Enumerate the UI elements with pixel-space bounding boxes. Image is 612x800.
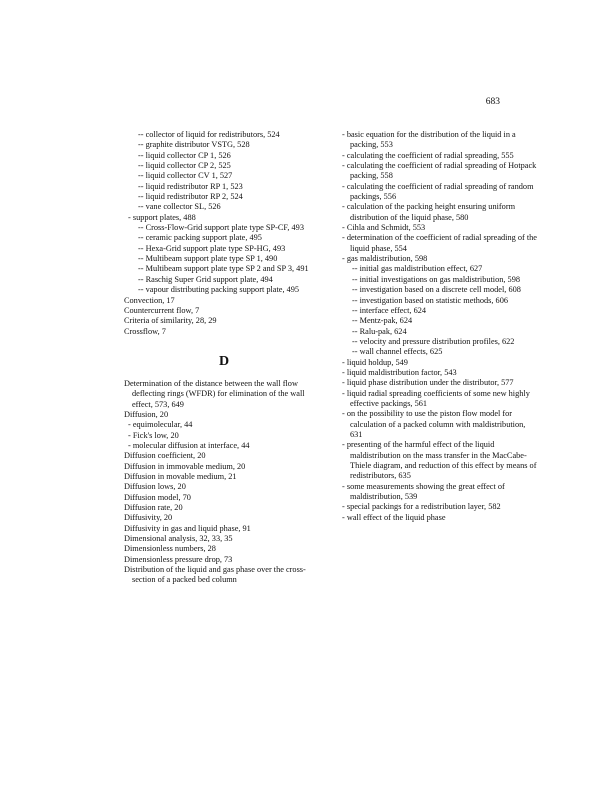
index-entry: Countercurrent flow, 7 [124, 305, 200, 315]
index-entry: - calculation of the packing height ensuring uniform distribution of the liquid phase, 580 [342, 202, 516, 222]
index-entry: Distribution of the liquid and gas phase over the cross-section of a packed bed column [124, 565, 306, 585]
index-entry: Criteria of similarity, 28, 29 [124, 316, 217, 326]
index-entry: Crossflow, 7 [124, 326, 166, 336]
index-entry: - wall effect of the liquid phase [342, 512, 446, 522]
index-entry: - presenting of the harmful effect of the liquid maldistribution on the mass transfer in the MacCabe-Thiele diagram, and reduction of this effect by means of redistributors, 635 [342, 440, 537, 481]
index-entry: - calculating the coefficient of radial spreading of random packings, 556 [342, 181, 534, 202]
index-entry: -- Cross-Flow-Grid support plate type SP-CF, 493 [138, 223, 304, 233]
index-entry: -- investigation based on statistic methods, 606 [352, 295, 509, 305]
index-entry: Dimensionless pressure drop, 73 [124, 554, 233, 564]
index-entry: -- liquid collector CP 2, 525 [138, 161, 231, 171]
index-entry: -- vane collector SL, 526 [138, 202, 221, 212]
index-entry: Diffusion model, 70 [124, 492, 191, 502]
index-entry: Diffusivity, 20 [124, 513, 173, 523]
index-entry: Determination of the distance between the wall flow deflecting rings (WFDR) for elimination of the wall effect, 573, 649 [124, 378, 305, 409]
index-entry: - special packings for a redistribution layer, 582 [342, 502, 501, 512]
index-column-left [124, 130, 324, 586]
index-entry: -- graphite distributor VSTG, 528 [138, 140, 250, 150]
index-entry: - molecular diffusion at interface, 44 [128, 440, 250, 450]
index-entry: -- ceramic packing support plate, 495 [138, 233, 262, 243]
index-entry: Diffusion, 20 [124, 409, 169, 419]
index-entry: -- initial gas maldistribution effect, 627 [352, 264, 483, 274]
index-entry: - liquid phase distribution under the distributor, 577 [342, 378, 514, 388]
index-entry: - determination of the coefficient of radial spreading of the liquid phase, 554 [342, 233, 537, 253]
index-entry: - liquid holdup, 549 [342, 357, 408, 367]
index-entry: - Fick's low, 20 [128, 430, 179, 440]
index-entry: -- liquid collector CP 1, 526 [138, 150, 231, 160]
page-number: 683 [485, 97, 500, 107]
index-entry: -- velocity and pressure distribution profiles, 622 [352, 336, 515, 346]
index-entry: -- initial investigations on gas maldistribution, 598 [352, 274, 520, 284]
index-entry: -- investigation based on a discrete cell model, 608 [352, 285, 521, 295]
index-entry: -- liquid collector CV 1, 527 [138, 171, 233, 181]
index-entry: Diffusion rate, 20 [124, 503, 183, 512]
index-entry: - basic equation for the distribution of the liquid in a packing, 553 [342, 130, 516, 150]
index-entry: -- interface effect, 624 [352, 305, 427, 315]
index-entry: Dimensionless numbers, 28 [124, 544, 216, 554]
index-entry: Diffusivity in gas and liquid phase, 91 [124, 523, 251, 533]
index-entry: -- Hexa-Grid support plate type SP-HG, 493 [138, 243, 286, 253]
index-entry: Diffusion coefficient, 20 [124, 451, 206, 461]
index-entry: Diffusion in immovable medium, 20 [124, 461, 246, 471]
index-entry: - support plates, 488 [128, 212, 196, 222]
index-entry: Diffusion lows, 20 [124, 482, 186, 492]
index-entry: -- Multibeam support plate type SP 2 and SP 3, 491 [138, 264, 309, 274]
index-entry: - calculating the coefficient of radial spreading, 555 [342, 150, 514, 160]
index-entry: - some measurements showing the great effect of maldistribution, 539 [342, 481, 505, 502]
index-entry: -- Mentz-pak, 624 [352, 316, 413, 326]
index-entry: -- vapour distributing packing support plate, 495 [138, 285, 300, 295]
index-entry: Convection, 17 [124, 295, 175, 305]
index-entry: - Cihla and Schmidt, 553 [342, 223, 426, 233]
section-letter: D [218, 353, 230, 369]
index-entry: - equimolecular, 44 [128, 420, 193, 430]
index-entry: -- Raschig Super Grid support plate, 494 [138, 274, 273, 284]
index-entry: Diffusion in movable medium, 21 [124, 471, 237, 481]
index-entry: - calculating the coefficient of radial spreading of Hotpack packing, 558 [342, 161, 537, 181]
index-column-right [338, 130, 538, 523]
index-entry: -- wall channel effects, 625 [352, 347, 443, 357]
index-entry: -- Ralu-pak, 624 [352, 326, 407, 336]
index-entry: - gas maldistribution, 598 [342, 254, 428, 264]
index-entry: Dimensional analysis, 32, 33, 35 [124, 534, 233, 544]
index-entry: -- liquid redistributor RP 2, 524 [138, 192, 243, 202]
index-entry: - liquid maldistribution factor, 543 [342, 367, 457, 377]
index-entry: -- liquid redistributor RP 1, 523 [138, 181, 243, 191]
index-entry: - liquid radial spreading coefficients of some new highly effective packings, 561 [342, 388, 530, 408]
index-entry: -- Multibeam support plate type SP 1, 490 [138, 254, 278, 264]
index-entry: - on the possibility to use the piston flow model for calculation of a packed column with maldistribution, 631 [342, 409, 526, 439]
index-entry: -- collector of liquid for redistributors, 524 [138, 130, 280, 139]
